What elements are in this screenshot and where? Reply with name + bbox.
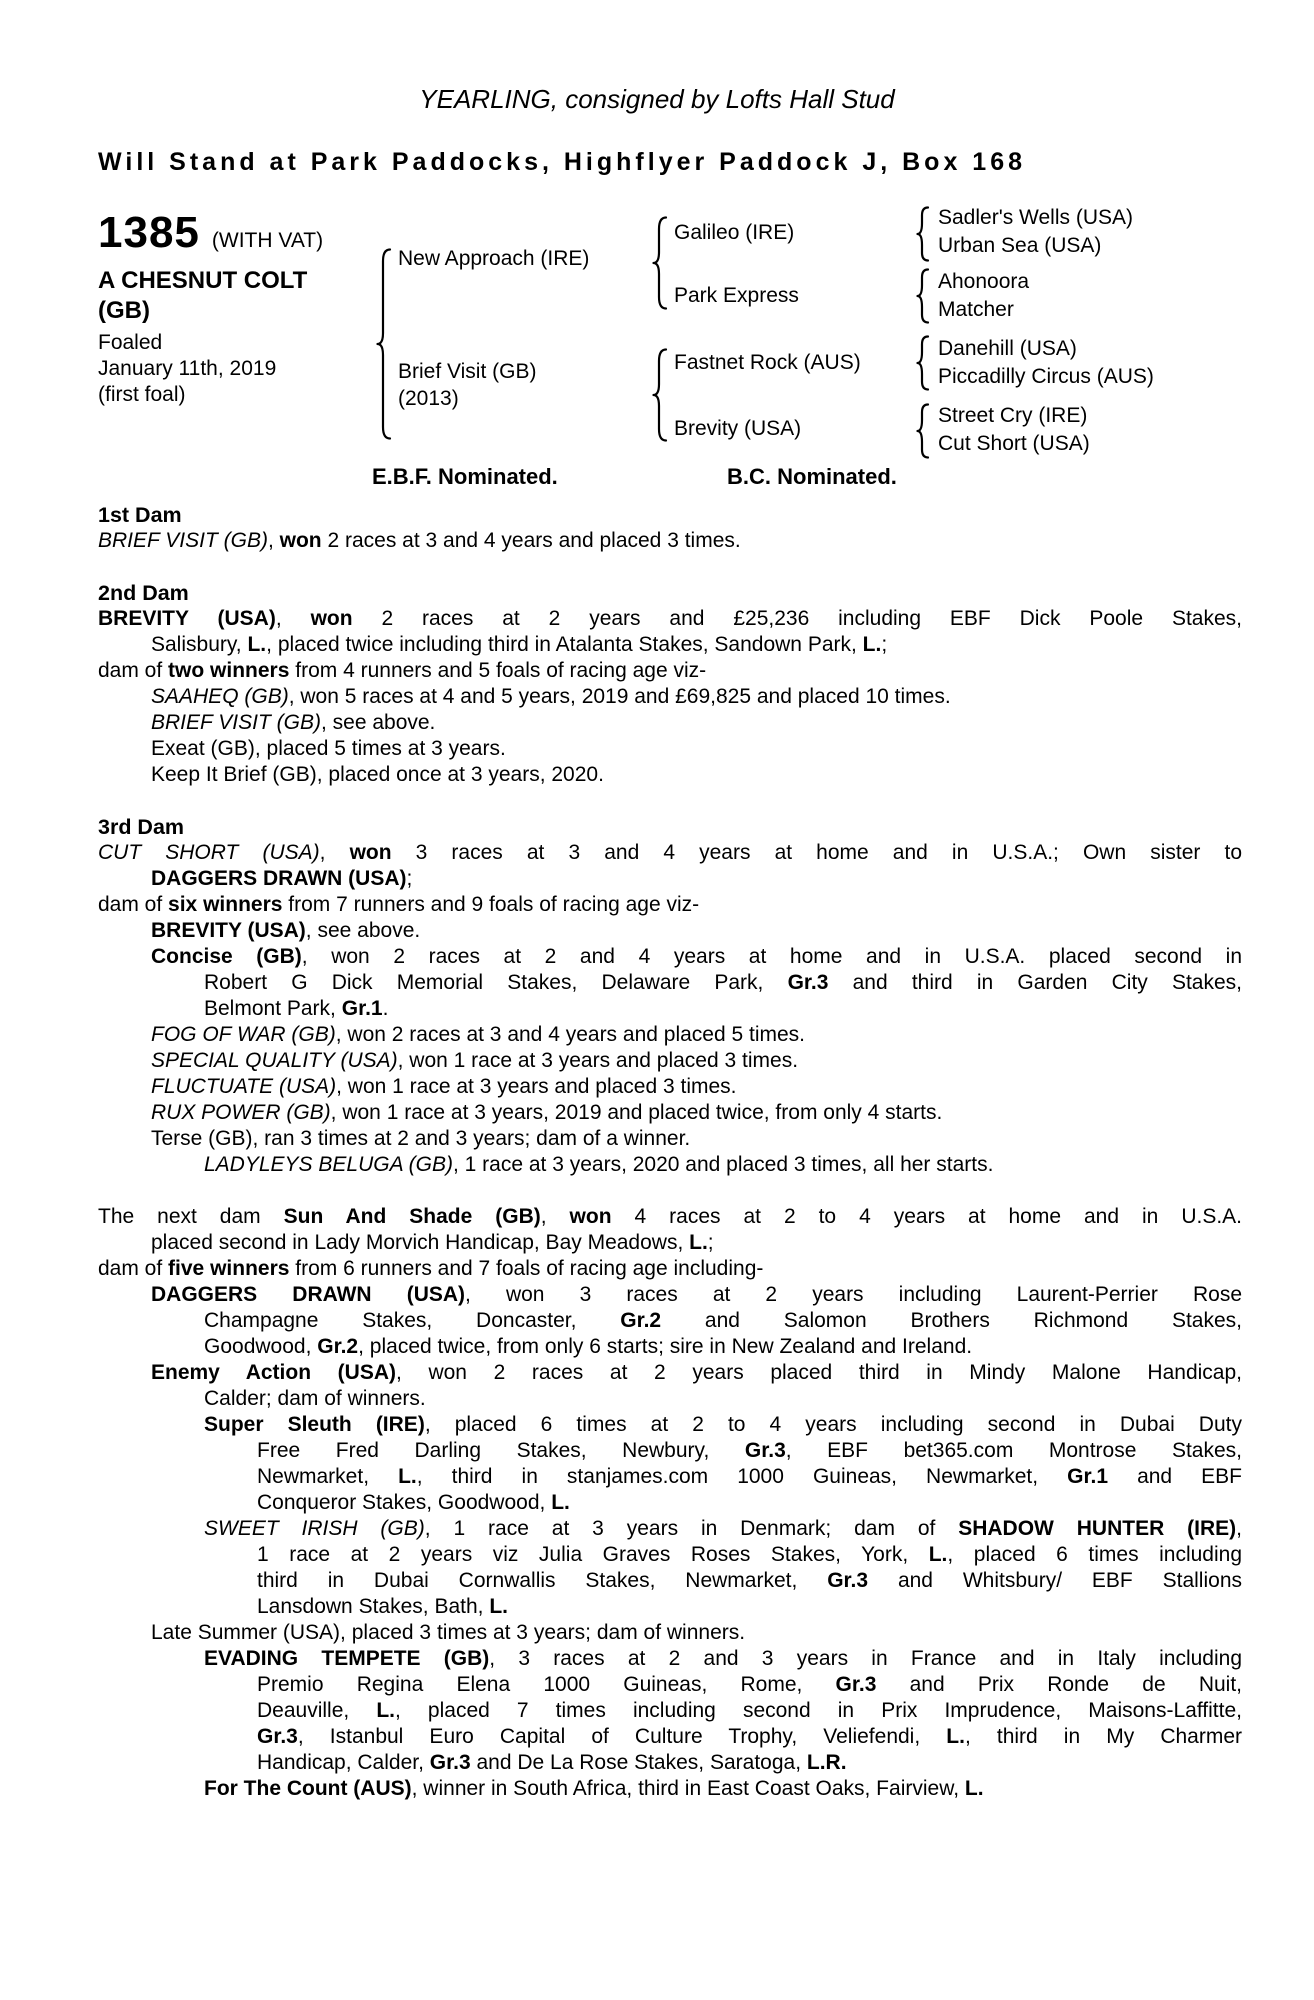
catalog-line: EVADING TEMPETE (GB), 3 races at 2 and 3 years in France and in Italy including	[204, 1647, 1242, 1670]
catalog-line: Super Sleuth (IRE), placed 6 times at 2 to 4 years including second in Dubai Duty	[204, 1413, 1242, 1436]
catalog-line: SAAHEQ (GB), won 5 races at 4 and 5 years, 2019 and £69,825 and placed 10 times.	[151, 685, 951, 708]
catalog-line: Robert G Dick Memorial Stakes, Delaware Park, Gr.3 and third in Garden City Stakes,	[204, 971, 1242, 994]
catalog-line: For The Count (AUS), winner in South Africa, third in East Coast Oaks, Fairview, L.	[204, 1777, 984, 1800]
catalog-line: 1 race at 2 years viz Julia Graves Roses Stakes, York, L., placed 6 times including	[257, 1543, 1242, 1566]
stand-location-line: Will Stand at Park Paddocks, Highflyer Paddock J, Box 168	[98, 148, 1026, 176]
catalog-line: LADYLEYS BELUGA (GB), 1 race at 3 years, 2020 and placed 3 times, all her starts.	[204, 1153, 994, 1176]
bc-nomination: B.C. Nominated.	[727, 464, 897, 489]
catalog-line: DAGGERS DRAWN (USA), won 3 races at 2 years including Laurent-Perrier Rose	[151, 1283, 1242, 1306]
ancestor-name: Ahonoora	[938, 270, 1030, 293]
catalog-line: Premio Regina Elena 1000 Guineas, Rome, Gr.3 and Prix Ronde de Nuit,	[257, 1673, 1243, 1696]
dam-section	[98, 502, 1242, 554]
ancestor-name: Urban Sea (USA)	[938, 234, 1102, 257]
dam-section	[98, 814, 1242, 1178]
ancestor-name: Cut Short (USA)	[938, 432, 1090, 455]
lot-header	[98, 210, 323, 256]
catalog-line: third in Dubai Cornwallis Stakes, Newmarket, Gr.3 and Whitsbury/ EBF Stallions	[257, 1569, 1242, 1592]
dam-year: (2013)	[398, 387, 459, 410]
horse-description-line1: A CHESNUT COLT	[98, 267, 308, 294]
catalog-line: BREVITY (USA), see above.	[151, 919, 421, 942]
pedigree-brace	[376, 248, 392, 440]
horse-description-line2: (GB)	[98, 297, 150, 324]
ancestor-name-sire-dam: Park Express	[674, 284, 799, 307]
catalog-line: Enemy Action (USA), won 2 races at 2 years placed third in Mindy Malone Handicap,	[151, 1361, 1242, 1384]
ancestor-name-dam-sire: Fastnet Rock (AUS)	[674, 351, 861, 374]
ebf-nomination: E.B.F. Nominated.	[372, 464, 558, 489]
catalog-line: Keep It Brief (GB), placed once at 3 years, 2020.	[151, 763, 604, 786]
foaled-date: January 11th, 2019	[98, 357, 277, 380]
catalog-line: Concise (GB), won 2 races at 2 and 4 years at home and in U.S.A. placed second in	[151, 945, 1242, 968]
catalog-line: BRIEF VISIT (GB), see above.	[151, 711, 436, 734]
catalog-line: dam of five winners from 6 runners and 7 foals of racing age including-	[98, 1257, 764, 1280]
foal-note: (first foal)	[98, 383, 186, 406]
catalog-line: Salisbury, L., placed twice including third in Atalanta Stakes, Sandown Park, L.;	[151, 633, 888, 656]
ancestor-name: Matcher	[938, 298, 1014, 321]
catalog-line: Lansdown Stakes, Bath, L.	[257, 1595, 508, 1618]
catalog-line: The next dam Sun And Shade (GB), won 4 races at 2 to 4 years at home and in U.S.A.	[98, 1205, 1242, 1228]
catalog-line: FOG OF WAR (GB), won 2 races at 3 and 4 years and placed 5 times.	[151, 1023, 806, 1046]
catalog-line: Exeat (GB), placed 5 times at 3 years.	[151, 737, 506, 760]
pedigree-brace	[916, 403, 930, 459]
catalog-line: BREVITY (USA), won 2 races at 2 years and £25,236 including EBF Dick Poole Stakes,	[98, 607, 1242, 630]
horse-description	[98, 266, 307, 326]
dam-name: Brief Visit (GB)	[398, 360, 537, 383]
pedigree-brace	[652, 348, 668, 442]
foaling-details	[98, 330, 276, 408]
catalog-line: FLUCTUATE (USA), won 1 race at 3 years and placed 3 times.	[151, 1075, 737, 1098]
ancestor-name: Danehill (USA)	[938, 337, 1077, 360]
catalog-line: dam of six winners from 7 runners and 9 foals of racing age viz-	[98, 893, 700, 916]
catalog-line: SWEET IRISH (GB), 1 race at 3 years in Denmark; dam of SHADOW HUNTER (IRE),	[204, 1517, 1242, 1540]
catalog-line: Champagne Stakes, Doncaster, Gr.2 and Salomon Brothers Richmond Stakes,	[204, 1309, 1242, 1332]
catalog-line: Gr.3, Istanbul Euro Capital of Culture Trophy, Veliefendi, L., third in My Charmer	[257, 1725, 1243, 1748]
catalog-line: DAGGERS DRAWN (USA);	[151, 867, 413, 890]
catalog-line: SPECIAL QUALITY (USA), won 1 race at 3 years and placed 3 times.	[151, 1049, 799, 1072]
pedigree-brace	[916, 206, 930, 262]
catalog-line: dam of two winners from 4 runners and 5 foals of racing age viz-	[98, 659, 707, 682]
catalog-line: BRIEF VISIT (GB), won 2 races at 3 and 4 years and placed 3 times.	[98, 529, 741, 552]
catalog-line: Goodwood, Gr.2, placed twice, from only 6 starts; sire in New Zealand and Ireland.	[204, 1335, 973, 1358]
pedigree-brace	[916, 268, 930, 324]
page-title: YEARLING, consigned by Lofts Hall Stud	[419, 84, 895, 114]
catalog-line: Deauville, L., placed 7 times including second in Prix Imprudence, Maisons-Laffitte,	[257, 1699, 1242, 1722]
section-heading: 2nd Dam	[98, 581, 189, 605]
dam-section	[98, 580, 1242, 788]
catalog-line: placed second in Lady Morvich Handicap, Bay Meadows, L.;	[151, 1231, 714, 1254]
catalog-line: Free Fred Darling Stakes, Newbury, Gr.3, EBF bet365.com Montrose Stakes,	[257, 1439, 1243, 1462]
catalog-line: Calder; dam of winners.	[204, 1387, 426, 1410]
catalog-line: RUX POWER (GB), won 1 race at 3 years, 2019 and placed twice, from only 4 starts.	[151, 1101, 943, 1124]
catalog-line: Conqueror Stakes, Goodwood, L.	[257, 1491, 570, 1514]
catalog-line: Late Summer (USA), placed 3 times at 3 years; dam of winners.	[151, 1621, 746, 1644]
catalog-line: Newmarket, L., third in stanjames.com 1000 Guineas, Newmarket, Gr.1 and EBF	[257, 1465, 1242, 1488]
ancestor-name: Sadler's Wells (USA)	[938, 206, 1133, 229]
vat-note: (WITH VAT)	[211, 229, 324, 252]
catalog-line: Terse (GB), ran 3 times at 2 and 3 years; dam of a winner.	[151, 1127, 691, 1150]
foaled-label: Foaled	[98, 331, 163, 354]
pedigree-brace	[916, 335, 930, 391]
catalog-line: CUT SHORT (USA), won 3 races at 3 and 4 years at home and in U.S.A.; Own sister to	[98, 841, 1242, 864]
ancestor-name: Street Cry (IRE)	[938, 404, 1088, 427]
catalog-sections	[98, 502, 1242, 1802]
ancestor-name-dam-dam: Brevity (USA)	[674, 417, 802, 440]
section-heading: 3rd Dam	[98, 815, 185, 839]
lot-number: 1385	[98, 208, 200, 257]
section-heading: 1st Dam	[98, 503, 182, 527]
dam-section	[98, 1204, 1242, 1802]
ancestor-name: Piccadilly Circus (AUS)	[938, 365, 1154, 388]
sire-name: New Approach (IRE)	[398, 247, 590, 270]
catalog-line: Handicap, Calder, Gr.3 and De La Rose Stakes, Saratoga, L.R.	[257, 1751, 847, 1774]
catalog-line: Belmont Park, Gr.1.	[204, 997, 389, 1020]
ancestor-name-sire-sire: Galileo (IRE)	[674, 221, 795, 244]
pedigree-brace	[652, 216, 668, 310]
